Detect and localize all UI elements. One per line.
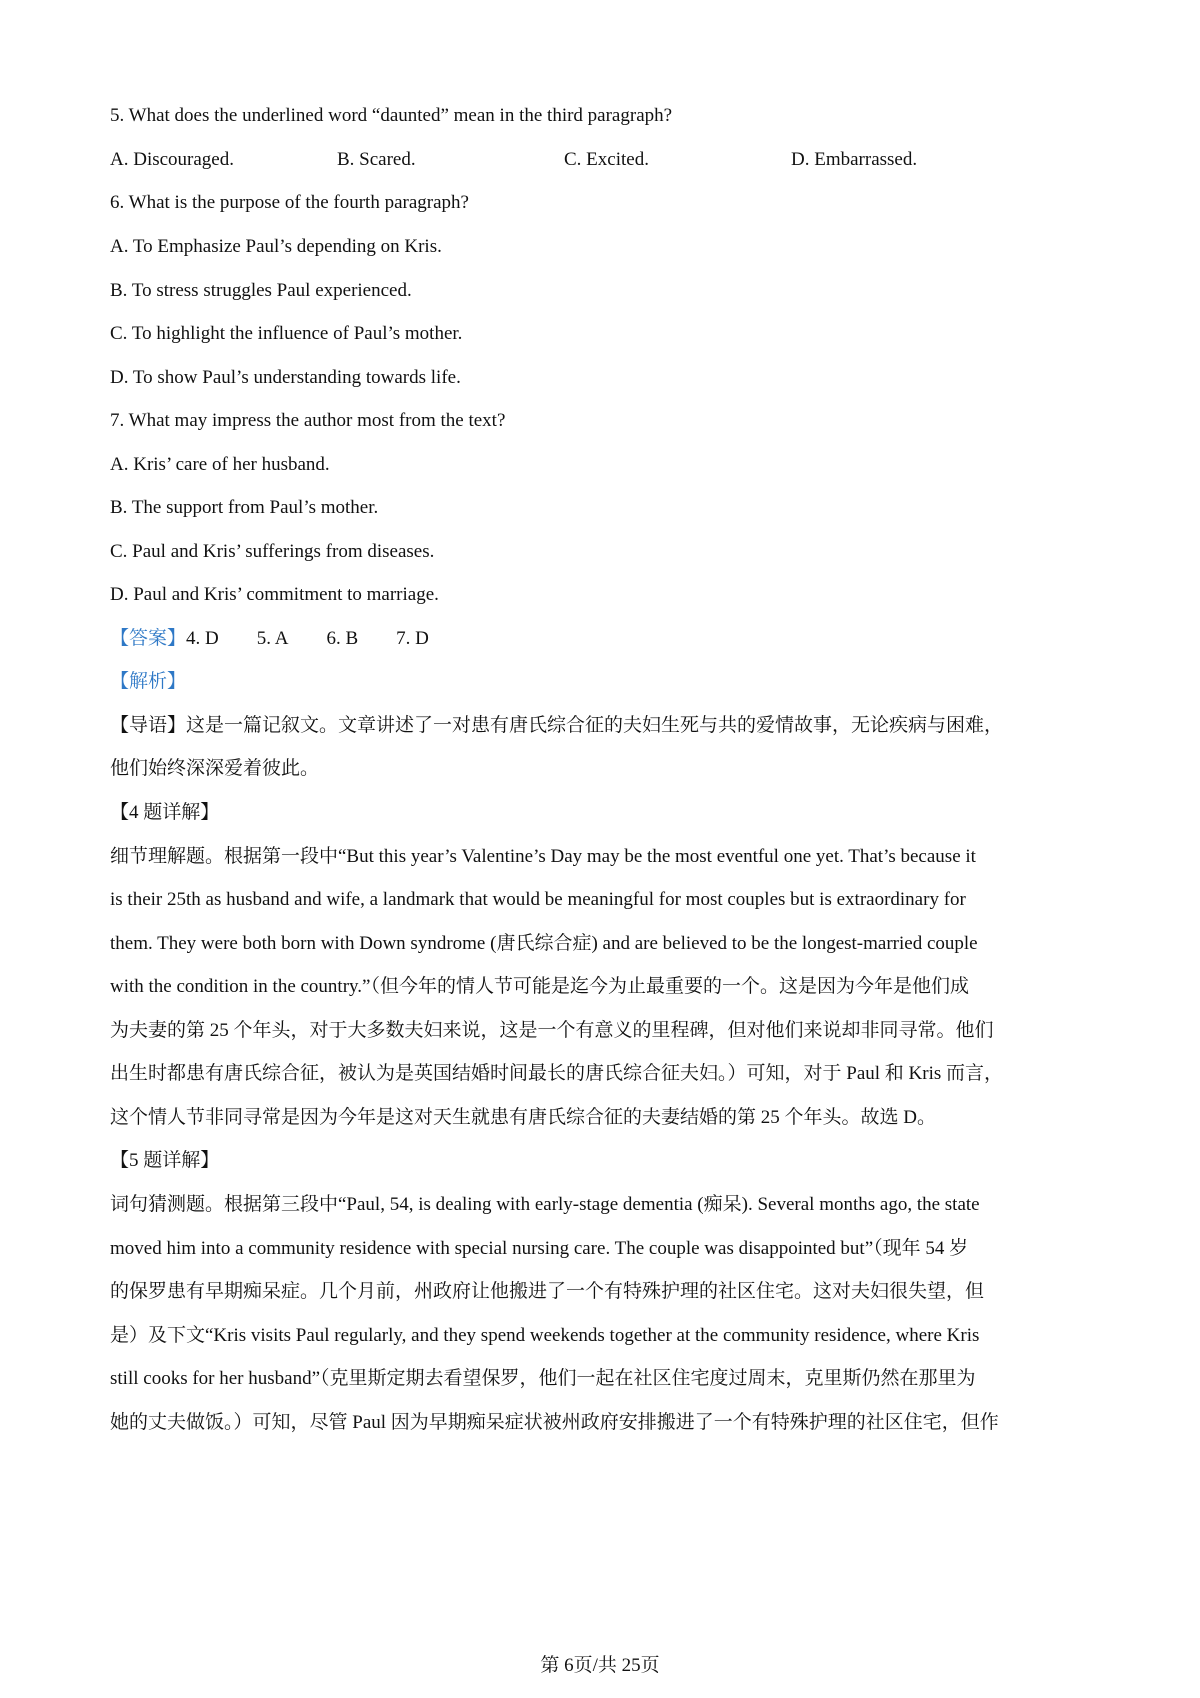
detail5-line: 她的丈夫做饭。）可知，尽管 Paul 因为早期痴呆症状被州政府安排搬进了一个有特殊护理的社区住宅，但作 <box>110 1412 999 1433</box>
q5-option-d: D. Embarrassed. <box>791 149 918 170</box>
answer-item: 4. D <box>186 628 219 649</box>
q6-option-a: A. To Emphasize Paul’s depending on Kris. <box>110 236 442 257</box>
q6-option-d: D. To show Paul’s understanding towards life. <box>110 367 461 388</box>
detail4-line: 出生时都患有唐氏综合征，被认为是英国结婚时间最长的唐氏综合征夫妇。）可知，对于 Paul 和 Kris 而言， <box>110 1063 1004 1084</box>
answer-line <box>110 627 429 651</box>
q7-option-b: B. The support from Paul’s mother. <box>110 497 379 518</box>
q6-option-b: B. To stress struggles Paul experienced. <box>110 280 412 301</box>
detail4-heading: 【4 题详解】 <box>110 802 220 823</box>
detail4-line: is their 25th as husband and wife, a landmark that would be meaningful for most couples but is extraordinary for <box>110 889 966 910</box>
detail5-line: moved him into a community residence with special nursing care. The couple was disappointed but”（现年 54 岁 <box>110 1238 969 1259</box>
detail5-heading: 【5 题详解】 <box>110 1150 220 1171</box>
page-footer: 第 6页/共 25页 <box>540 1655 660 1676</box>
q5-option-c: C. Excited. <box>564 149 649 170</box>
q5-option-a: A. Discouraged. <box>110 149 234 170</box>
q5-stem: 5. What does the underlined word “daunted” mean in the third paragraph? <box>110 105 673 126</box>
detail5-line: 的保罗患有早期痴呆症。几个月前，州政府让他搬进了一个有特殊护理的社区住宅。这对夫妇很失望，但 <box>110 1281 985 1302</box>
detail4-line: 这个情人节非同寻常是因为今年是这对天生就患有唐氏综合征的夫妻结婚的第 25 个年头。故选 D。 <box>110 1107 936 1128</box>
q7-option-c: C. Paul and Kris’ sufferings from diseases. <box>110 541 435 562</box>
q6-option-c: C. To highlight the influence of Paul’s mother. <box>110 323 463 344</box>
q5-option-b: B. Scared. <box>337 149 416 170</box>
q5-options <box>110 148 1100 172</box>
q6-stem: 6. What is the purpose of the fourth paragraph? <box>110 192 469 213</box>
q7-stem: 7. What may impress the author most from the text? <box>110 410 506 431</box>
detail5-line: 是）及下文“Kris visits Paul regularly, and they spend weekends together at the community residence, where Kris <box>110 1325 980 1346</box>
answer-item: 5. A <box>256 628 289 649</box>
analysis-label: 【解析】 <box>110 671 187 692</box>
detail5-line: 词句猜测题。根据第三段中“Paul, 54, is dealing with early-stage dementia (痴呆). Several months ago, the state <box>110 1194 980 1215</box>
detail4-line: with the condition in the country.”（但今年的情人节可能是迄今为止最重要的一个。这是因为今年是他们成 <box>110 976 969 997</box>
intro-line: 【导语】这是一篇记叙文。文章讲述了一对患有唐氏综合征的夫妇生死与共的爱情故事，无论疾病与困难， <box>110 715 1004 736</box>
answer-label: 【答案】 <box>110 628 187 649</box>
intro-line: 他们始终深深爱着彼此。 <box>110 758 320 779</box>
q7-option-d: D. Paul and Kris’ commitment to marriage. <box>110 584 439 605</box>
q7-option-a: A. Kris’ care of her husband. <box>110 454 330 475</box>
detail4-line: 为夫妻的第 25 个年头，对于大多数夫妇来说，这是一个有意义的里程碑，但对他们来说却非同寻常。他们 <box>110 1020 994 1041</box>
detail5-line: still cooks for her husband”（克里斯定期去看望保罗，他们一起在社区住宅度过周末，克里斯仍然在那里为 <box>110 1368 976 1389</box>
answer-item: 7. D <box>396 628 429 649</box>
answer-item: 6. B <box>326 628 359 649</box>
detail4-line: them. They were both born with Down syndrome (唐氏综合症) and are believed to be the longest-married couple <box>110 933 978 954</box>
detail4-line: 细节理解题。根据第一段中“But this year’s Valentine’s Day may be the most eventful one yet. That’s because it <box>110 846 976 867</box>
